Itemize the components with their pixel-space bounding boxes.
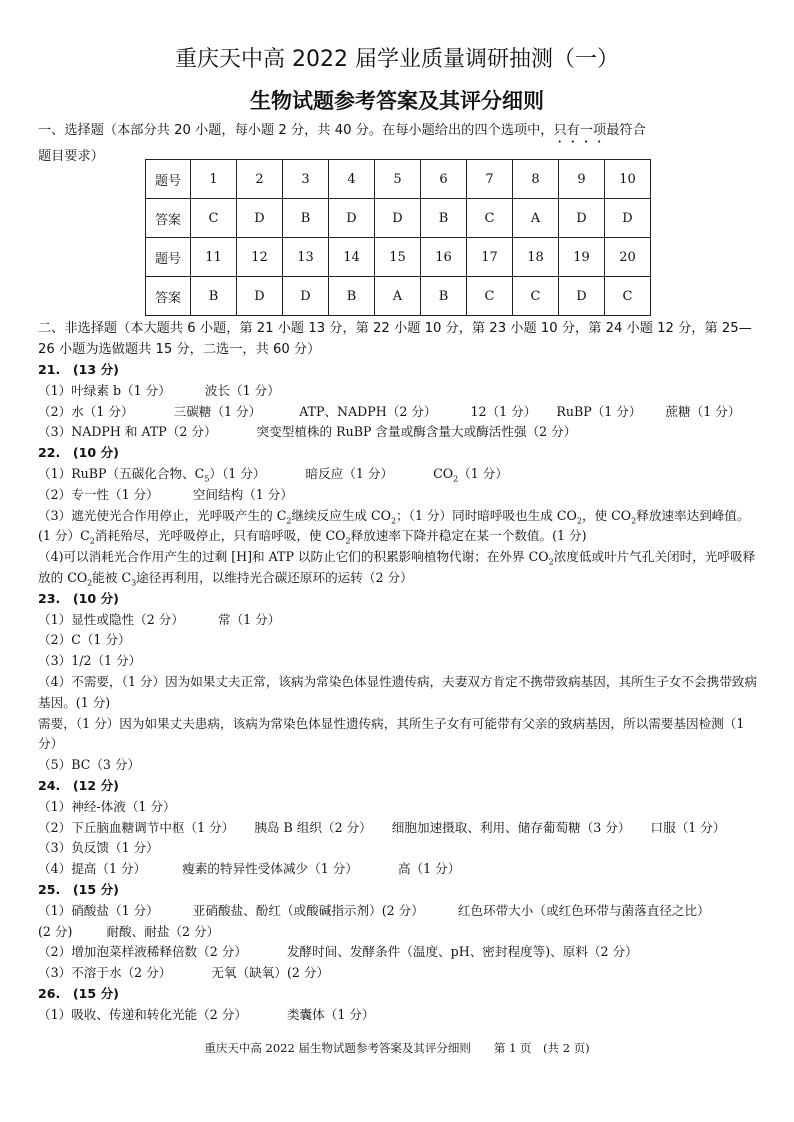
answer-table-cell: D (237, 199, 283, 238)
page-footer: 重庆天中高 2022 届生物试题参考答案及其评分细则 第 1 页 (共 2 页) (204, 1041, 590, 1055)
section1-heading-tail: 最符合 (606, 123, 646, 138)
q21-3b: 突变型植株的 RuBP 含量或酶含量大或酶活性强（2 分） (256, 424, 577, 440)
section2-heading-line1: 二、非选择题（本大题共 6 小题，第 21 小题 13 分，第 22 小题 10 分，第 23 小题 10 分，第 24 小题 12 分，第 25— (38, 321, 752, 336)
q22-4-t3: 能被 C (92, 569, 132, 585)
answer-table-cell: 18 (513, 238, 559, 277)
q25-1a: （1）硝酸盐（1 分） (38, 902, 159, 918)
q21-2c: ATP、NADPH（2 分） (299, 403, 437, 419)
q23-heading: 23. (10 分) (38, 590, 119, 606)
q24-line3: （3）负反馈（1 分） (38, 840, 159, 856)
answer-table-cell: 6 (421, 160, 467, 199)
section2-heading-line2: 26 小题为选做题共 15 分，二选一，共 60 分） (38, 342, 321, 357)
q21-1a: （1）叶绿素 b（1 分） (38, 382, 171, 398)
q25-heading: 25. (15 分) (38, 881, 119, 897)
q21-heading: 21. (13 分) (38, 362, 119, 377)
q22-4-t2: 浓度低或叶片气孔关闭时，光呼吸释放的 CO (38, 549, 756, 585)
q25-1e: 耐酸、耐盐（2 分） (106, 923, 220, 939)
answer-table-cell: 8 (513, 160, 559, 199)
q21-2f: 蔗糖（1 分） (665, 403, 741, 419)
q22-1a: （1）RuBP（五碳化合物、C (38, 465, 205, 481)
q22-3-s4: 2 (631, 516, 637, 526)
answer-table-cell: 2 (237, 160, 283, 199)
q24-2d: 口服（1 分） (650, 819, 726, 835)
q22-3-t7: 释放速率下降并稳定在某一个数值。(1 分) (350, 528, 587, 544)
q25-line2 (38, 942, 760, 963)
answer-table-cell: D (237, 277, 283, 316)
q22-3-t1: （3）遮光使光合作用停止，光呼吸产生的 C (38, 507, 287, 523)
answer-table-cell: C (191, 199, 237, 238)
q22-3-t6: 消耗殆尽，光呼吸停止，只有暗呼吸，使 CO (94, 528, 346, 544)
q26-heading: 26. (15 分) (38, 985, 119, 1001)
answer-table-cell: A (375, 277, 421, 316)
q25-3a: （3）不溶于水（2 分） (38, 965, 172, 981)
q22-3-t4: ，使 CO (581, 507, 632, 523)
answer-table-row (146, 199, 651, 238)
q23-line4: （4）不需要，（1 分）因为如果丈夫正常，该病为常染色体显性遗传病，夫妻双方肯定不携带致病基因，其所生子女不会携带致病基因。(1 分) (38, 673, 757, 710)
q23-line3: （3）1/2（1 分） (38, 653, 142, 669)
answer-table-cell: 16 (421, 238, 467, 277)
q22-3-t5: 释放速率达到峰值。(1 分）C (38, 507, 750, 544)
q22-1c-sub: 2 (453, 474, 459, 484)
q22-1c-end: （1 分） (458, 465, 508, 481)
answer-table-cell: B (329, 277, 375, 316)
page-title: 重庆天中高 2022 届学业质量调研抽测（一） (175, 47, 619, 72)
answer-table-cell: B (421, 199, 467, 238)
answer-table (145, 159, 651, 316)
q22-4-s1: 2 (548, 557, 554, 567)
q22-heading: 22. (10 分) (38, 445, 119, 461)
answer-table-cell: A (513, 199, 559, 238)
answer-table-cell: 17 (467, 238, 513, 277)
section2-heading (38, 318, 760, 360)
answer-table-cell: D (283, 277, 329, 316)
answer-table-cell: 7 (467, 160, 513, 199)
q23-line1 (38, 610, 760, 631)
answer-table-cell: 5 (375, 160, 421, 199)
q23-line5: 需要，（1 分）因为如果丈夫患病，该病为常染色体显性遗传病，其所生子女有可能带有父亲的致病基因，所以需要基因检测（1 分） (38, 715, 745, 752)
q22-1b: 暗反应（1 分） (305, 465, 394, 481)
q22-4-s2: 2 (87, 578, 93, 588)
answer-table-row-label: 答案 (146, 277, 191, 316)
answer-table-cell: 11 (191, 238, 237, 277)
q24-4b: 瘦素的特异性受体减少（1 分） (182, 861, 358, 877)
q26-1b: 类囊体（1 分） (286, 1006, 375, 1022)
answer-body-text (38, 360, 760, 1026)
section1-heading-text: 一、选择题（本部分共 20 小题，每小题 2 分，共 40 分。在每小题给出的四个选项中， (38, 123, 554, 138)
q24-heading: 24. (12 分) (38, 777, 119, 793)
q25-1d: (2 分) (38, 923, 73, 939)
answer-table-cell: D (559, 199, 605, 238)
page-subtitle: 生物试题参考答案及其评分细则 (250, 89, 544, 113)
answer-table-row (146, 160, 651, 199)
answer-table-cell: D (605, 199, 651, 238)
q22-1a-sub: 5 (204, 474, 210, 484)
answer-table-cell: D (375, 199, 421, 238)
q21-1b: 波长（1 分） (204, 382, 280, 398)
q22-3-s2: 2 (390, 516, 397, 526)
section1-emphasis: 只有一项 (553, 123, 607, 138)
answer-table-cell: C (513, 277, 559, 316)
q22-line2 (38, 485, 760, 506)
q24-2b: 胰岛 B 组织（2 分） (254, 819, 372, 835)
q22-part4 (38, 547, 760, 589)
q25-2b: 发酵时间、发酵条件（温度、pH、密封程度等)、原料（2 分） (286, 944, 638, 960)
q22-3-t3: ；（1 分）同时暗呼吸也生成 CO (396, 507, 577, 523)
q21-2d: 12（1 分） (470, 403, 537, 419)
q24-2c: 细胞加速摄取、利用、储存葡萄糖（3 分） (391, 819, 631, 835)
q24-line1: （1）神经-体液（1 分） (38, 798, 176, 814)
answer-table-row-label: 答案 (146, 199, 191, 238)
q22-part3 (38, 506, 760, 548)
q22-3-s3: 2 (576, 516, 582, 526)
q22-1c: CO (433, 465, 454, 481)
answer-table-cell: 14 (329, 238, 375, 277)
q22-line1 (38, 464, 760, 485)
q23-1b: 常（1 分） (217, 611, 281, 627)
answer-table-cell: 4 (329, 160, 375, 199)
section1-heading-line2: 题目要求） (38, 149, 104, 164)
answer-table-cell: D (559, 277, 605, 316)
q25-line1-cont (38, 922, 760, 943)
q22-3-s5: 2 (89, 536, 95, 546)
q21-line2 (38, 402, 760, 423)
q24-line2 (38, 818, 760, 839)
answer-table-row-label: 题号 (146, 160, 191, 199)
q24-2a: （2）下丘脑血糖调节中枢（1 分） (38, 819, 235, 835)
q22-4-s3: 3 (131, 578, 137, 588)
q22-3-s6: 2 (345, 536, 351, 546)
answer-table-cell: 20 (605, 238, 651, 277)
q26-line1 (38, 1005, 760, 1026)
q21-2a: （2）水（1 分） (38, 403, 134, 419)
answer-table-cell: 9 (559, 160, 605, 199)
q25-line1 (38, 901, 760, 922)
q25-1b: 亚硝酸盐、酚红（或酸碱指示剂）(2 分） (192, 902, 424, 918)
answer-table-cell: B (191, 277, 237, 316)
q21-2e: RuBP（1 分） (556, 403, 642, 419)
q26-1a: （1）吸收、传递和转化光能（2 分） (38, 1006, 247, 1022)
answer-table-row (146, 277, 651, 316)
q25-line3 (38, 963, 760, 984)
q22-2b: 空间结构（1 分） (192, 486, 293, 502)
q22-3-s1: 2 (286, 516, 292, 526)
q23-line2: （2）C（1 分） (38, 632, 131, 648)
q22-4-t1: （4)可以消耗光合作用产生的过剩 [H]和 ATP 以防止它们的积累影响植物代谢；在外界 CO (38, 549, 549, 565)
q21-2b: 三碳糖（1 分） (173, 403, 262, 419)
q22-2a: （2）专一性（1 分） (38, 486, 159, 502)
q25-1c: 红色环带大小（或红色环带与菌落直径之比） (457, 902, 710, 918)
q21-line3 (38, 422, 760, 443)
q24-4c: 高（1 分） (397, 861, 461, 877)
answer-table-cell: 19 (559, 238, 605, 277)
q21-3a: （3）NADPH 和 ATP（2 分） (38, 424, 217, 440)
answer-table-cell: 12 (237, 238, 283, 277)
q22-3-t2: 继续反应生成 CO (291, 507, 391, 523)
answer-table-cell: B (421, 277, 467, 316)
answer-table-cell: 1 (191, 160, 237, 199)
answer-table-cell: 15 (375, 238, 421, 277)
q22-1a-end: ）（1 分） (209, 465, 266, 481)
answer-table-cell: B (283, 199, 329, 238)
answer-table-cell: 3 (283, 160, 329, 199)
answer-table-row-label: 题号 (146, 238, 191, 277)
q21-line1 (38, 381, 760, 402)
answer-table-cell: 10 (605, 160, 651, 199)
answer-table-cell: C (467, 199, 513, 238)
answer-table-cell: C (605, 277, 651, 316)
q25-3b: 无氧（缺氧）(2 分） (211, 965, 330, 981)
q25-2a: （2）增加泡菜样液稀释倍数（2 分） (38, 944, 247, 960)
q23-1a: （1）显性或隐性（2 分） (38, 611, 184, 627)
answer-table-cell: D (329, 199, 375, 238)
answer-table-row (146, 238, 651, 277)
answer-table-cell: 13 (283, 238, 329, 277)
q22-4-t4: 途径再利用，以维持光合碳还原环的运转（2 分） (136, 569, 413, 585)
q24-4a: （4）提高（1 分） (38, 861, 147, 877)
q24-line4 (38, 859, 760, 880)
answer-table-cell: C (467, 277, 513, 316)
q23-line6: （5）BC（3 分） (38, 757, 141, 773)
